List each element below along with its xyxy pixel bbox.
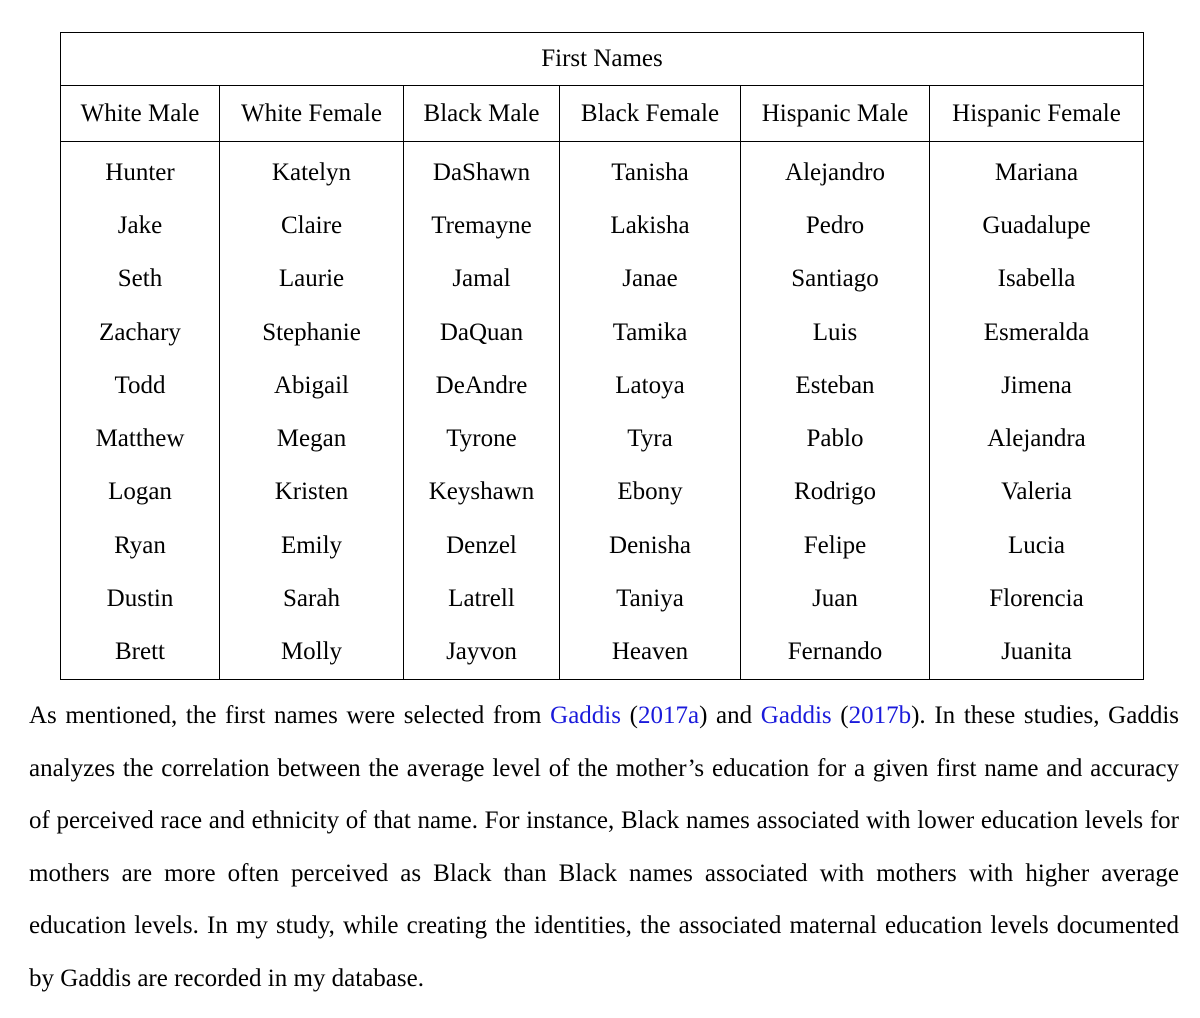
table-cell: Stephanie [220, 306, 404, 359]
table-cell: Dustin [61, 572, 220, 625]
table-cell: Denisha [560, 519, 741, 572]
citation-gaddis-2017b-year[interactable]: 2017b [848, 702, 912, 729]
table-cell: Sarah [220, 572, 404, 625]
citation-gaddis-2017a-author[interactable]: Gaddis [550, 702, 621, 729]
table-cell: Jayvon [404, 626, 560, 680]
column-header-white-male: White Male [61, 86, 220, 142]
first-names-table [60, 32, 1144, 680]
table-cell: DaQuan [404, 306, 560, 359]
table-cell: Seth [61, 253, 220, 306]
table-row [61, 626, 1144, 680]
table-cell: DaShawn [404, 142, 560, 200]
column-header-white-female: White Female [220, 86, 404, 142]
table-cell: Matthew [61, 412, 220, 465]
table-cell: Alejandro [741, 142, 930, 200]
table-cell: Felipe [741, 519, 930, 572]
table-cell: Tyrone [404, 412, 560, 465]
column-header-black-male: Black Male [404, 86, 560, 142]
table-row [61, 199, 1144, 252]
table-cell: Lucia [930, 519, 1144, 572]
table-header-row [61, 86, 1144, 142]
table-row [61, 572, 1144, 625]
table-cell: Logan [61, 466, 220, 519]
table-cell: Pablo [741, 412, 930, 465]
table-cell: Kristen [220, 466, 404, 519]
table-cell: Fernando [741, 626, 930, 680]
table-cell: Santiago [741, 253, 930, 306]
table-cell: Alejandra [930, 412, 1144, 465]
table-cell: Denzel [404, 519, 560, 572]
table-cell: Latrell [404, 572, 560, 625]
citation-open-paren: ( [620, 702, 638, 729]
citation-close-paren: ) and [699, 702, 761, 729]
table-cell: Mariana [930, 142, 1144, 200]
table-row [61, 359, 1144, 412]
table-cell: Janae [560, 253, 741, 306]
table-cell: Tanisha [560, 142, 741, 200]
table-cell: Keyshawn [404, 466, 560, 519]
table-cell: Emily [220, 519, 404, 572]
citation-close-paren: ). [911, 702, 926, 729]
table-cell: DeAndre [404, 359, 560, 412]
table-cell: Zachary [61, 306, 220, 359]
table-cell: Isabella [930, 253, 1144, 306]
table-cell: Hunter [61, 142, 220, 200]
table-cell: Ebony [560, 466, 741, 519]
column-header-hispanic-male: Hispanic Male [741, 86, 930, 142]
table-cell: Pedro [741, 199, 930, 252]
table-row [61, 466, 1144, 519]
citation-open-paren: ( [831, 702, 849, 729]
table-cell: Claire [220, 199, 404, 252]
table-cell: Ryan [61, 519, 220, 572]
table-title-row [61, 33, 1144, 86]
table-cell: Lakisha [560, 199, 741, 252]
table-body [61, 142, 1144, 680]
table-cell: Esteban [741, 359, 930, 412]
table-row [61, 253, 1144, 306]
body-paragraph [29, 690, 1179, 1006]
table-title: First Names [61, 33, 1144, 86]
table-cell: Megan [220, 412, 404, 465]
table-cell: Luis [741, 306, 930, 359]
table-cell: Valeria [930, 466, 1144, 519]
table-row [61, 142, 1144, 200]
table-cell: Tyra [560, 412, 741, 465]
table-cell: Rodrigo [741, 466, 930, 519]
citation-gaddis-2017b-author[interactable]: Gaddis [760, 702, 832, 729]
table-cell: Guadalupe [930, 199, 1144, 252]
table-cell: Tamika [560, 306, 741, 359]
table-cell: Florencia [930, 572, 1144, 625]
table-cell: Taniya [560, 572, 741, 625]
table-cell: Esmeralda [930, 306, 1144, 359]
table-cell: Abigail [220, 359, 404, 412]
table-cell: Katelyn [220, 142, 404, 200]
table-cell: Juanita [930, 626, 1144, 680]
column-header-black-female: Black Female [560, 86, 741, 142]
citation-gaddis-2017a-year[interactable]: 2017a [637, 702, 700, 729]
table-row [61, 519, 1144, 572]
table-cell: Tremayne [404, 199, 560, 252]
table-row [61, 306, 1144, 359]
table-cell: Jamal [404, 253, 560, 306]
table-cell: Molly [220, 626, 404, 680]
table-cell: Brett [61, 626, 220, 680]
table-row [61, 412, 1144, 465]
table-cell: Jake [61, 199, 220, 252]
paragraph-rest: In these studies, Gaddis analyzes the correlation between the average level of the mother’s education for a given first name and accuracy of perceived race and ethnicity of that name. For instance, Black names associated with lower education levels for mothers are more often perceived as Black than Black names associated with mothers with higher average education levels. In my study, while creating the identities, the associated maternal education levels documented by Gaddis are recorded in my database. [29, 702, 1180, 992]
table-cell: Laurie [220, 253, 404, 306]
table-cell: Heaven [560, 626, 741, 680]
table-cell: Latoya [560, 359, 741, 412]
column-header-hispanic-female: Hispanic Female [930, 86, 1144, 142]
table-cell: Todd [61, 359, 220, 412]
paragraph-lead: As mentioned, the first names were selected from [29, 702, 551, 729]
table-cell: Juan [741, 572, 930, 625]
table-cell: Jimena [930, 359, 1144, 412]
